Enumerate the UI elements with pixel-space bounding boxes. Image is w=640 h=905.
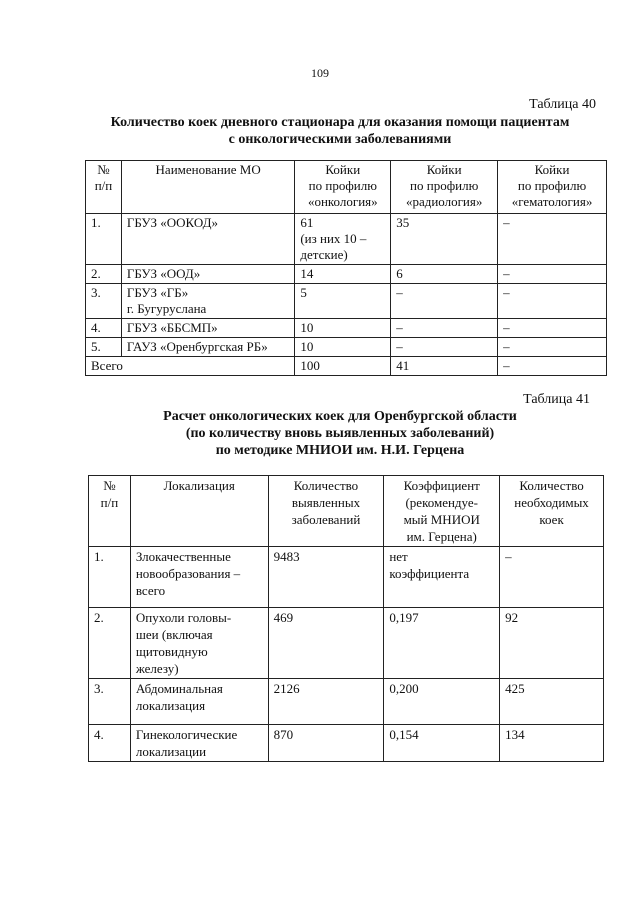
row-detected-count: 9483 <box>268 547 384 608</box>
row-coefficient: 0,154 <box>384 725 500 762</box>
row-radiology-beds: – <box>391 319 498 338</box>
row-detected-count: 870 <box>268 725 384 762</box>
row-radiology-beds: – <box>391 338 498 357</box>
table-header-row <box>86 161 607 214</box>
header-mo-name: Наименование МО <box>121 161 294 214</box>
table-41 <box>88 475 604 762</box>
total-label: Всего <box>86 357 295 376</box>
table-41-caption: Таблица 41 <box>523 392 590 407</box>
table-total-row <box>86 357 607 376</box>
header-coefficient: Коэффициент (рекомендуе- мый МНИОИ им. Герцена) <box>384 476 500 547</box>
table-row <box>86 338 607 357</box>
table-row <box>86 214 607 265</box>
row-radiology-beds: 6 <box>391 265 498 284</box>
row-number: 5. <box>86 338 122 357</box>
header-number: № п/п <box>86 161 122 214</box>
row-required-beds: – <box>500 547 604 608</box>
total-hematology-beds: – <box>498 357 607 376</box>
table-41-title <box>140 408 540 459</box>
table-row <box>89 547 604 608</box>
table-header-row <box>89 476 604 547</box>
row-number: 2. <box>86 265 122 284</box>
table-row <box>86 265 607 284</box>
row-required-beds: 92 <box>500 608 604 679</box>
table-row <box>86 284 607 319</box>
row-coefficient: 0,200 <box>384 679 500 725</box>
row-number: 3. <box>89 679 131 725</box>
header-radiology-beds: Койки по профилю «радиология» <box>391 161 498 214</box>
header-localization: Локализация <box>130 476 268 547</box>
row-oncology-beds: 5 <box>295 284 391 319</box>
row-hematology-beds: – <box>498 265 607 284</box>
row-oncology-beds: 14 <box>295 265 391 284</box>
row-hematology-beds: – <box>498 338 607 357</box>
row-oncology-beds: 10 <box>295 338 391 357</box>
row-mo-name: ГБУЗ «ООКОД» <box>121 214 294 265</box>
title-line: Количество коек дневного стационара для оказания помощи пациентам <box>110 115 570 130</box>
row-mo-name: ГБУЗ «ГБ» г. Бугуруслана <box>121 284 294 319</box>
header-required-beds: Количество необходимых коек <box>500 476 604 547</box>
row-number: 3. <box>86 284 122 319</box>
row-detected-count: 469 <box>268 608 384 679</box>
row-coefficient: нет коэффициента <box>384 547 500 608</box>
header-number: № п/п <box>89 476 131 547</box>
title-line: Расчет онкологических коек для Оренбургской области <box>163 409 517 424</box>
row-required-beds: 134 <box>500 725 604 762</box>
table-40-title <box>100 114 580 148</box>
header-hematology-beds: Койки по профилю «гематология» <box>498 161 607 214</box>
row-localization: Злокачественные новообразования – всего <box>130 547 268 608</box>
row-mo-name: ГБУЗ «ББСМП» <box>121 319 294 338</box>
row-number: 1. <box>86 214 122 265</box>
row-oncology-beds: 10 <box>295 319 391 338</box>
row-detected-count: 2126 <box>268 679 384 725</box>
table-row <box>89 725 604 762</box>
row-oncology-beds: 61 (из них 10 – детские) <box>295 214 391 265</box>
row-required-beds: 425 <box>500 679 604 725</box>
row-hematology-beds: – <box>498 284 607 319</box>
row-number: 4. <box>86 319 122 338</box>
title-line: по методике МНИОИ им. Н.И. Герцена <box>215 443 465 458</box>
row-hematology-beds: – <box>498 319 607 338</box>
row-coefficient: 0,197 <box>384 608 500 679</box>
title-line: (по количеству вновь выявленных заболеваний) <box>185 426 495 441</box>
row-mo-name: ГБУЗ «ООД» <box>121 265 294 284</box>
row-localization: Абдоминальная локализация <box>130 679 268 725</box>
row-radiology-beds: 35 <box>391 214 498 265</box>
table-40 <box>85 160 607 376</box>
row-radiology-beds: – <box>391 284 498 319</box>
total-oncology-beds: 100 <box>295 357 391 376</box>
row-hematology-beds: – <box>498 214 607 265</box>
header-oncology-beds: Койки по профилю «онкология» <box>295 161 391 214</box>
header-detected-count: Количество выявленных заболеваний <box>268 476 384 547</box>
page-number: 109 <box>311 66 329 80</box>
table-40-caption: Таблица 40 <box>529 97 596 112</box>
row-number: 1. <box>89 547 131 608</box>
row-number: 2. <box>89 608 131 679</box>
total-radiology-beds: 41 <box>391 357 498 376</box>
table-row <box>89 608 604 679</box>
row-localization: Опухоли головы- шеи (включая щитовидную железу) <box>130 608 268 679</box>
title-line: с онкологическими заболеваниями <box>228 132 452 147</box>
row-number: 4. <box>89 725 131 762</box>
table-row <box>86 319 607 338</box>
table-row <box>89 679 604 725</box>
row-mo-name: ГАУЗ «Оренбургская РБ» <box>121 338 294 357</box>
row-localization: Гинекологические локализации <box>130 725 268 762</box>
